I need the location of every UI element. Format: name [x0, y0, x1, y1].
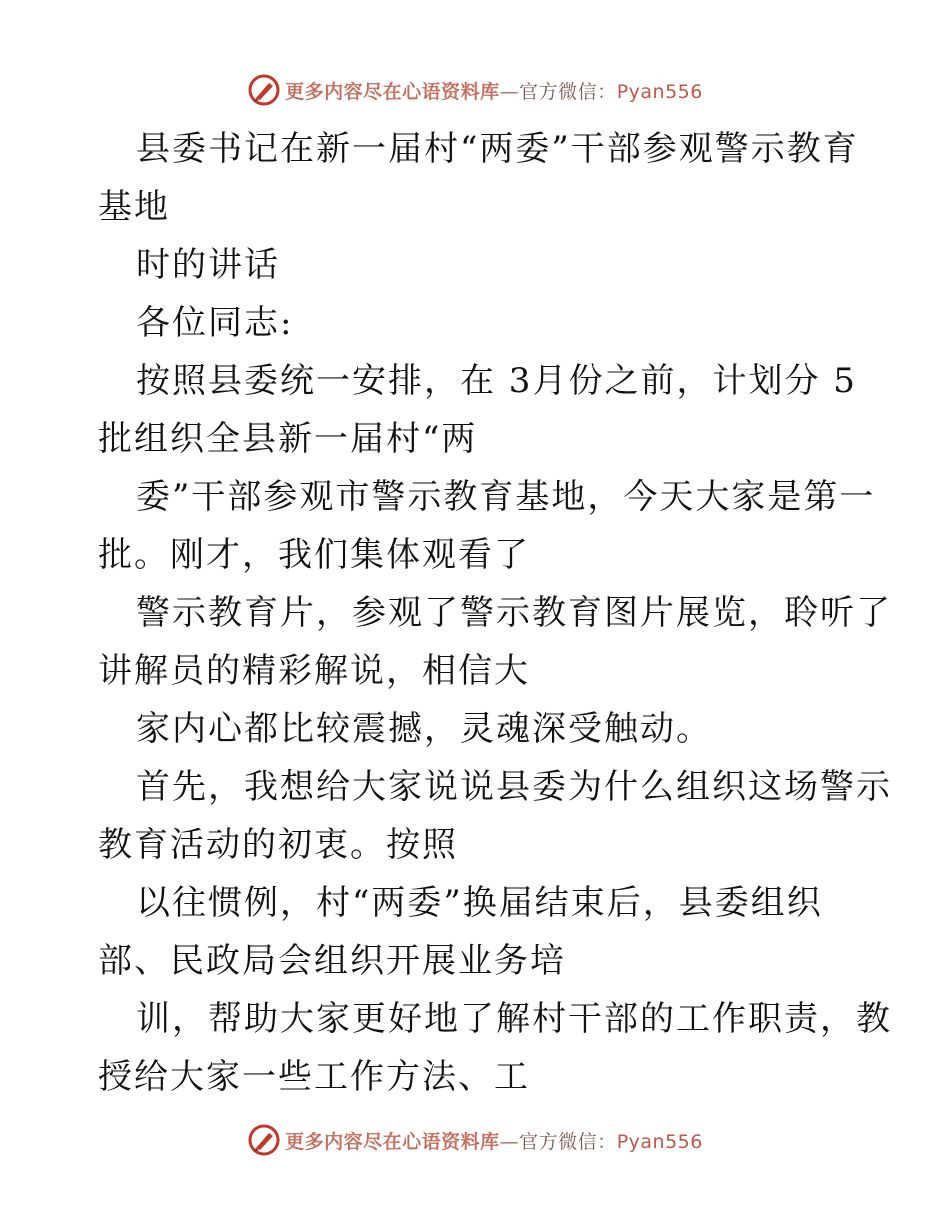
- pen-logo-icon: [247, 73, 281, 107]
- paragraph-line: 部、民政局会组织开展业务培: [98, 941, 566, 981]
- paragraph-line: 批。刚才，我们集体观看了: [98, 535, 530, 575]
- document-body: [98, 120, 892, 1106]
- watermark-official: 官方微信：: [519, 1130, 617, 1153]
- watermark-wechat-id: Pyan556: [616, 1130, 703, 1153]
- paragraph-line: 家内心都比较震撼，灵魂深受触动。: [136, 709, 712, 749]
- header-watermark: [0, 70, 950, 110]
- salutation: 各位同志:: [136, 303, 294, 343]
- title-line-3: 时的讲话: [136, 245, 280, 285]
- footer-watermark: [0, 1120, 950, 1160]
- paragraph-line: 首先，我想给大家说说县委为什么组织这场警示: [136, 767, 892, 807]
- paragraph-line: 训，帮助大家更好地了解村干部的工作职责，教: [136, 999, 892, 1039]
- paragraph-line: 警示教育片，参观了警示教育图片展览，聆听了: [136, 593, 892, 633]
- paragraph-line: 按照县委统一安排，在 3月份之前，计划分 5: [136, 361, 857, 401]
- watermark-dash: —: [499, 1130, 520, 1153]
- paragraph-line: 讲解员的精彩解说，相信大: [98, 651, 530, 691]
- watermark-brand: 更多内容尽在心语资料库: [285, 80, 500, 103]
- paragraph-line: 教育活动的初衷。按照: [98, 825, 458, 865]
- paragraph-line: 以往惯例，村“两委”换届结束后，县委组织: [136, 883, 823, 923]
- watermark-dash: —: [499, 80, 520, 103]
- watermark-wechat-id: Pyan556: [616, 80, 703, 103]
- title-line-2: 基地: [98, 187, 170, 227]
- watermark-brand: 更多内容尽在心语资料库: [285, 1130, 500, 1153]
- title-line-1: 县委书记在新一届村“两委”干部参观警示教育: [136, 129, 859, 169]
- paragraph-line: 委”干部参观市警示教育基地，今天大家是第一: [136, 477, 876, 517]
- pen-logo-icon: [247, 1123, 281, 1157]
- paragraph-line: 批组织全县新一届村“两: [98, 419, 478, 459]
- paragraph-line: 授给大家一些工作方法、工: [98, 1057, 530, 1097]
- watermark-official: 官方微信：: [519, 80, 617, 103]
